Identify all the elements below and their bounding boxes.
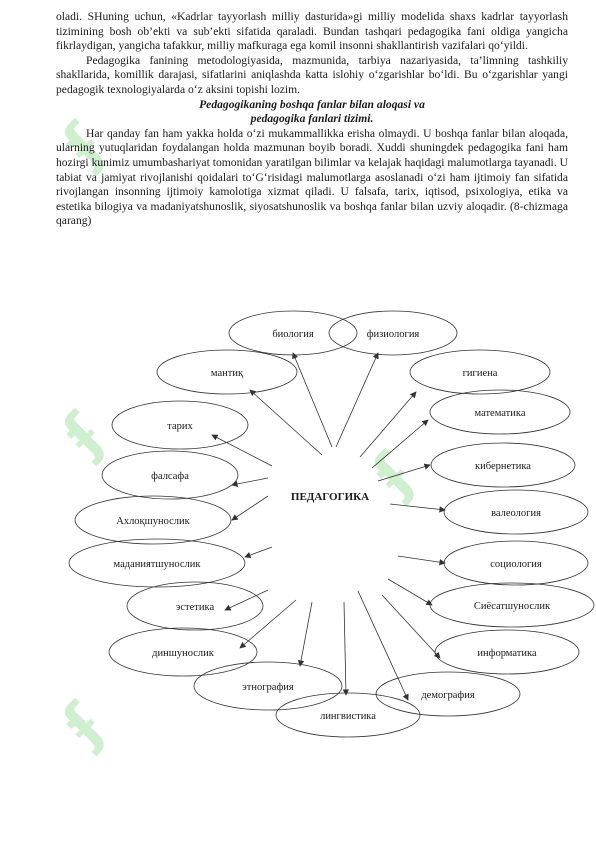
node-label: биология	[272, 329, 314, 340]
connector-arrow	[344, 602, 346, 695]
diagram-node	[157, 350, 322, 455]
section-subtitle-line-1: Pedagogikaning boshqa fanlar bilan aloqasi va	[199, 97, 425, 111]
watermark-logo: ʄ	[49, 691, 116, 757]
node-label: демография	[421, 690, 475, 701]
watermark-logo: ʄ	[49, 401, 116, 467]
connector-arrow	[300, 602, 312, 666]
node-label: социология	[490, 559, 542, 570]
section-subtitle-line-2: pedagogika fanlari tizimi.	[250, 112, 374, 126]
diagram-node	[69, 539, 272, 587]
connector-arrow	[358, 591, 408, 700]
connector-arrow	[372, 420, 428, 468]
node-label: гигиена	[462, 368, 498, 379]
diagram-node	[276, 602, 420, 737]
connector-arrow	[390, 504, 445, 510]
diagram-node	[378, 443, 575, 487]
watermark-logo: ʄ	[49, 111, 116, 177]
node-label: фалсафа	[151, 471, 189, 482]
paragraph-2: Pedagogika fanining metodologiyasida, mazmunida, tarbiya nazariyasida, ta’limning tashkiliy shakllarida, komillik darajasi, sifatlarini aniqlashda katta islohiy o‘zgarishlar bo‘ldi. Bu o‘zgarishlar yangi pedagogik texnologiyalarda o‘z aksini topishi lozim.	[56, 53, 568, 96]
diagram-node	[102, 451, 268, 499]
node-label: лингвистика	[320, 711, 376, 722]
watermark-logo: ʄ	[359, 441, 426, 507]
node-label: физиология	[366, 329, 420, 340]
connector-arrow	[212, 435, 272, 466]
node-label: информатика	[477, 648, 537, 659]
diagram-node	[372, 390, 570, 468]
diagram-node	[112, 401, 272, 466]
node-label: тарих	[167, 421, 193, 432]
connector-arrow	[293, 353, 332, 447]
diagram-center-label: ПЕДАГОГИКА	[290, 491, 370, 503]
connector-arrow	[360, 392, 416, 457]
node-label: этнография	[242, 682, 294, 693]
node-label: диншунослик	[152, 648, 214, 659]
node-label: математика	[474, 408, 526, 419]
connector-arrow	[398, 556, 445, 563]
connector-arrow	[225, 590, 268, 610]
connector-arrow	[336, 353, 378, 447]
node-label: валеология	[491, 508, 541, 519]
connector-arrow	[250, 390, 322, 455]
diagram-node	[329, 311, 457, 447]
diagram-node	[388, 579, 594, 627]
node-label: мантиқ	[210, 368, 244, 379]
connector-arrow	[232, 496, 268, 520]
node-label: кибернетика	[475, 461, 531, 472]
node-label: эстетика	[175, 602, 215, 613]
diagram-node	[75, 496, 268, 544]
diagram-node	[390, 490, 588, 534]
paragraph-3: Har qanday fan ham yakka holda o‘zi mukammallikka erisha olmaydi. U boshqa fanlar bilan aloqada, ularning yutuqlaridan foydalangan holda mazmunan boyib boradi. Xuddi shuningdek pedagogika fani ham hozirgi kunimiz umumbashariyat tomonidan yaratilgan bilimlar va kelajak haqidagi malumotlarga tayanadi. U tabiat va jamiyat rivojlanishi qoidalari to‘G‘risidagi malumotlarga asoslanadi o‘zi ham ijtimoiy fan sifatida rivojlangan insonning ijtimoiy kamolotiga xizmat qiladi. U falsafa, tarix, iqtisod, psixologiya, etika va estetika bilogiya va madaniyatshunoslik, siyosatshunoslik va boshqa fanlar bilan uzviy aloqadir. (8-chizmaga qarang)	[56, 126, 568, 228]
connector-arrow	[388, 579, 432, 605]
paragraph-1: oladi. SHuning uchun, «Kadrlar tayyorlash milliy dasturida»gi milliy modelida shaxs kadrlar tayyorlash tizimining bosh ob’ekti va sub’ekti sifatida qaraladi. Bundan tashqari pedagogika fani oldiga yangicha fikrlaydigan, yangicha tafakkur, milliy mafkuraga ega komil insonni shakllantirish vazifalari qo‘yildi.	[56, 10, 568, 53]
connector-arrow	[245, 547, 272, 557]
diagram-node	[127, 582, 268, 630]
connector-arrow	[378, 465, 430, 481]
diagram-node	[398, 541, 588, 585]
node-label: Сиёсатшунослик	[473, 601, 551, 612]
diagram-node	[194, 602, 342, 710]
node-label: Ахлоқшунослик	[116, 516, 190, 527]
node-label: маданиятшунослик	[113, 559, 201, 570]
diagram-node	[360, 350, 550, 457]
